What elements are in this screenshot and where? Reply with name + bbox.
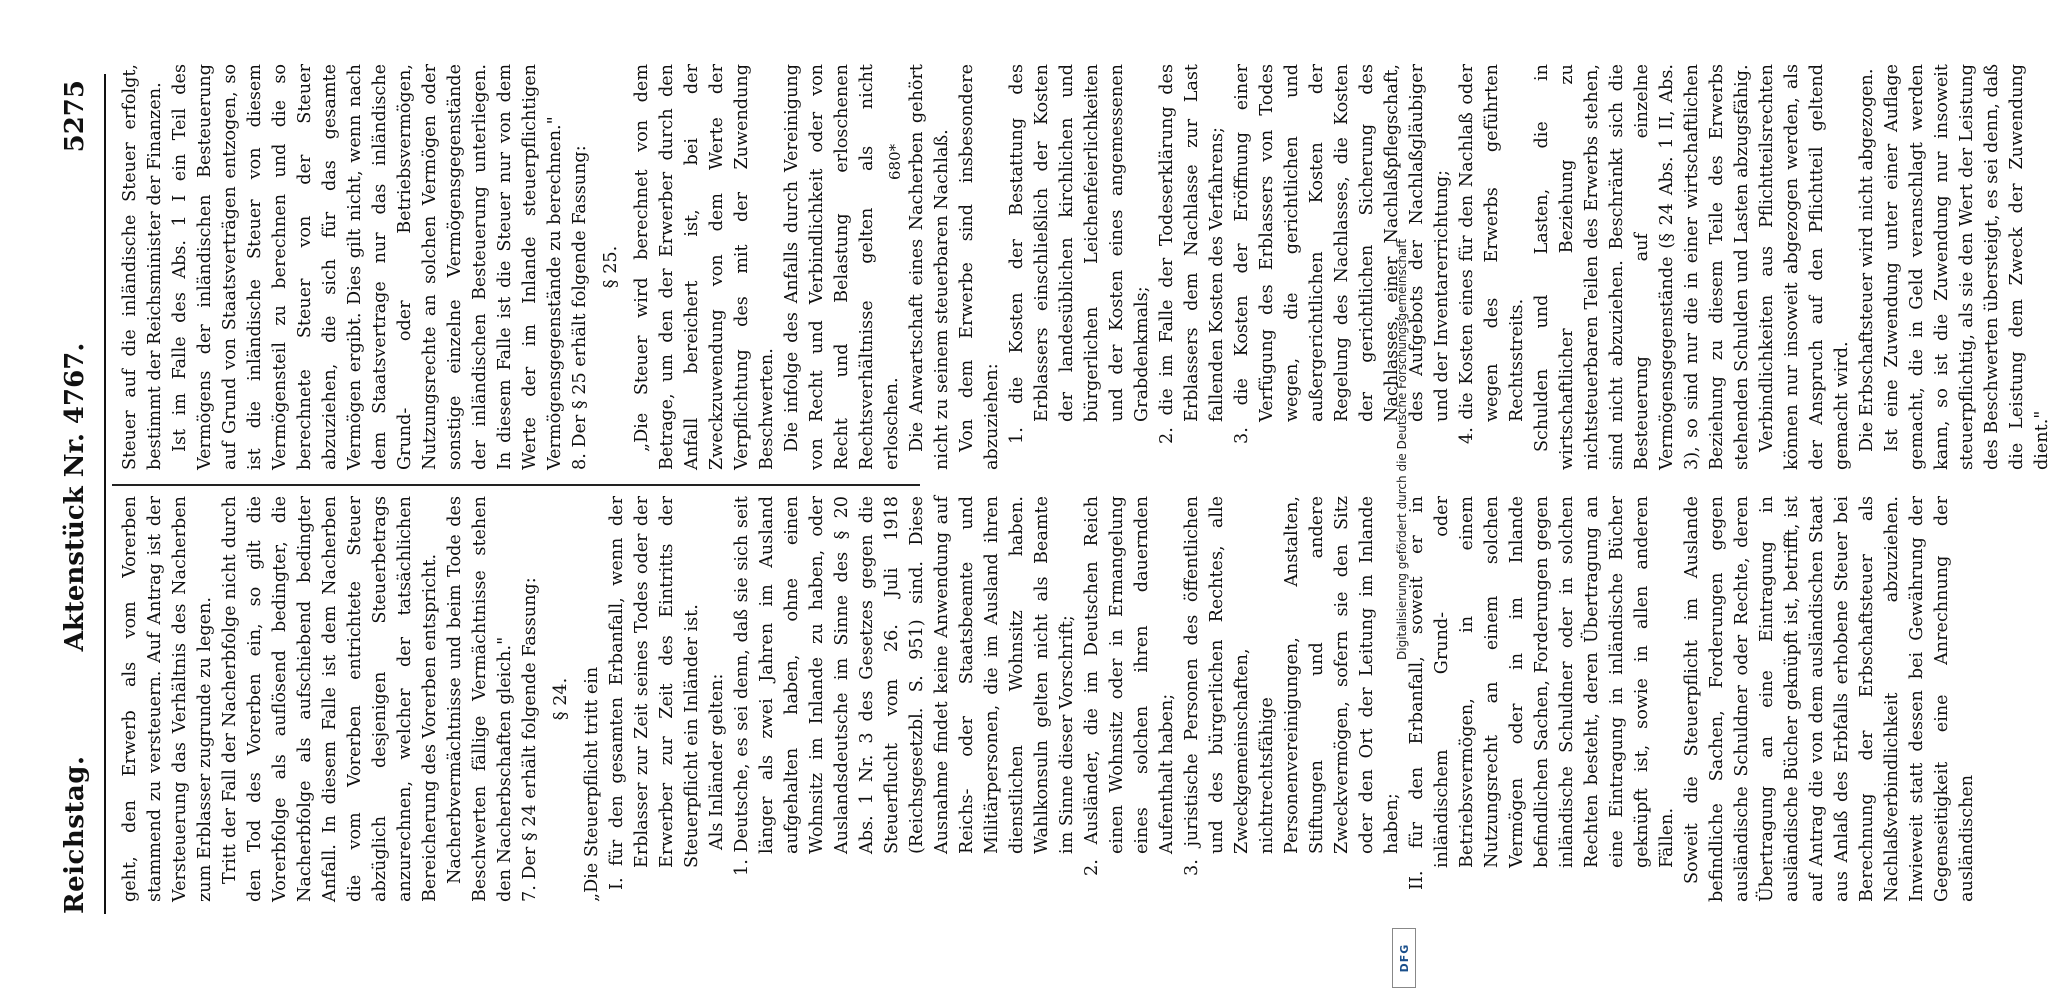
list-item: 2. Ausländer, die im Deutschen Reich einen Wohnsitz oder in Ermangelung eines solchen ihren dauernden Aufenthalt haben; [1082,496,1177,876]
paragraph: „Die Steuerpflicht tritt ein [582,666,602,902]
list-item: 3. die Kosten der Eröffnung einer Verfügung des Erblassers von Todes wegen, die gerichtlichen und außergerichtlichen Kosten der Regelung des Nachlasses, die Kosten der gerichtlichen Sicherung des Nachlasses, einer Nachlaßpflegschaft, des Aufgebots der Nachlaßgläubiger und der Inventarerrichtung; [1232,64,1452,444]
page-header [48,74,108,920]
digitization-note: Digitalisierung gefördert durch die Deutsche Forschungsgemeinschaft [1395,238,1409,660]
paragraph: „Die Steuer wird berechnet von dem Betrage, um den der Erwerber durch den Anfall bereichert ist, bei der Zweckzuwendung von dem Werte der Verpflichtung des mit der Zuwendung Beschwerten. [632,64,777,470]
amendment-heading: 7. Der § 24 erhält folgende Fassung: [520,577,540,902]
paragraph: Als Inländer gelten: [707,673,727,850]
paragraph: Tritt der Fall der Nacherbfolge nicht durch den Tod des Vorerben ein, so gilt die Vorerbfolge als auflösend bedingter, die Nacherbfolge als aufschiebend bedingter Anfall. In diesem Falle ist dem Nacherben die vom Vorerben entrichtete Steuer abzüglich desjenigen Steuerbetrags anzurechnen, welcher der tatsächlichen Bereicherung des Vorerben entspricht. [220,496,440,902]
left-column [118,496,1977,902]
dfg-logo [1392,928,1416,988]
dfg-logo-text: DFG [1397,943,1411,973]
paragraph: Verbindlichkeiten aus Pflichtteilsrechten können nur insoweit abgezogen werden, als der Anspruch auf den Pflichtteil geltend gemacht wird. [1757,64,1852,470]
header-reichstag: Reichstag. [60,755,90,914]
paragraph: geht, den Erwerb als vom Vorerben stammend zu versteuern. Auf Antrag ist der Versteuerung das Verhältnis des Nacherben zum Erblasser zugrunde zu legen. [120,496,215,902]
page-number: 5275 [60,80,90,153]
list-item: 4. die Kosten eines für den Nachlaß oder wegen des Erwerbs geführten Rechtsstreits. [1457,64,1527,444]
list-item: 3. juristische Personen des öffentlichen und des bürgerlichen Rechtes, alle Zweckgemeinschaften, nichtrechtsfähige Personenvereinigungen, Anstalten, Stiftungen und andere Zweckvermögen, sofern sie den Sitz oder den Ort der Leitung im Inlande haben; [1182,496,1402,876]
paragraph: Nacherbvermächtnisse und beim Tode des Beschwerten fällige Vermächtnisse stehen den Nacherbschaften gleich." [445,496,515,902]
paragraph: Die Anwartschaft eines Nacherben gehört nicht zu seinem steuerbaren Nachlaß. [907,64,952,470]
paragraph: Soweit die Steuerpflicht im Auslande befindliche Sachen, Forderungen gegen ausländische Schuldner oder Rechte, deren Übertragung an eine Eintragung in ausländische Bücher geknüpft ist, betrifft, ist auf Antrag die von dem ausländischen Staat aus Anlaß des Erbfalls erhobene Steuer bei Berechnung der Erbschaftsteuer als Nachlaßverbindlichkeit abzuziehen. Inwieweit statt dessen bei Gewährung der Gegenseitigkeit eine Anrechnung der ausländischen [1682,496,1977,902]
section-heading: § 24. [551,677,571,721]
section-heading: § 25. [601,245,621,289]
list-item: II. für den Erbanfall, soweit er in inländischem Grund- oder Betriebsvermögen, in einem Nutzungsrecht an einem solchen Vermögen oder in im Inlande befindlichen Sachen, Forderungen gegen inländische Schuldner oder in solchen Rechten besteht, deren Übertragung an eine Eintragung in inländische Bücher geknüpft ist, sowie in allen anderen Fällen. [1407,496,1677,890]
paragraph: Steuer auf die inländische Steuer erfolgt, bestimmt der Reichsminister der Finanzen. [120,64,165,470]
list-item: 1. Deutsche, es sei denn, daß sie sich seit länger als zwei Jahren im Ausland aufgehalten haben, ohne einen Wohnsitz im Inlande zu haben, oder Auslandsdeutsche im Sinne des § 20 Abs. 1 Nr. 3 des Gesetzes gegen die Steuerflucht vom 26. Juli 1918 (Reichsgesetzbl. S. 951) sind. Diese Ausnahme findet keine Anwendung auf Reichs- oder Staatsbeamte und Militärpersonen, die im Ausland ihren dienstlichen Wohnsitz haben. Wahlkonsuln gelten nicht als Beamte im Sinne dieser Vorschrift; [732,496,1077,876]
paragraph: Ist im Falle des Abs. 1 I ein Teil des Vermögens der inländischen Besteuerung auf Grund von Staatsverträgen entzogen, so ist die inländische Steuer von diesem Vermögensteil zu berechnen und die so berechnete Steuer von der Steuer abzuziehen, die sich für das gesamte Vermögen ergibt. Dies gilt nicht, wenn nach dem Staatsvertrage nur das inländische Grund- oder Betriebsvermögen, Nutzungsrechte an solchen Vermögen oder sonstige einzelne Vermögensgegenstände der inländischen Besteuerung unterliegen. In diesem Falle ist die Steuer nur von dem Werte der im Inlande steuerpflichtigen Vermögensgegenstände zu berechnen." [170,64,565,470]
list-item: 2. die im Falle der Todeserklärung des Erblassers dem Nachlasse zur Last fallenden Kosten des Verfahrens; [1157,64,1227,444]
header-rule [104,74,106,914]
list-item: 1. die Kosten der Bestattung des Erblassers einschließlich der Kosten der landesüblichen kirchlichen und bürgerlichen Leichenfeierlichkeiten und der Kosten eines angemessenen Grabdenkmals; [1007,64,1152,444]
signature-mark: 680* [886,143,904,180]
paragraph: Die infolge des Anfalls durch Vereinigung von Recht und Verbindlichkeit oder von Recht und Belastung erloschenen Rechtsverhältnisse gelten als nicht erloschen. [782,64,902,470]
amendment-heading: 8. Der § 25 erhält folgende Fassung: [570,145,590,470]
paragraph: Ist eine Zuwendung unter einer Auflage gemacht, die in Geld veranschlagt werden kann, so ist die Zuwendung nur insoweit steuerpflichtig, als sie den Wert der Leistung des Beschwerten übersteigt, es sei denn, daß die Leistung dem Zweck der Zuwendung dient." [1882,64,2052,470]
header-aktenstueck: Aktenstück Nr. 4767. [60,342,90,652]
column-divider [112,484,920,486]
list-item: I. für den gesamten Erbanfall, wenn der Erblasser zur Zeit seines Todes oder der Erwerber zur Zeit des Eintritts der Steuerpflicht ein Inländer ist. [607,496,702,890]
paragraph: Schulden und Lasten, die in wirtschaftlicher Beziehung zu nichtsteuerbaren Teilen des Erwerbs stehen, sind nicht abzuziehen. Beschränkt sich die Besteuerung auf einzelne Vermögensgegenstände (§ 24 Abs. 1 II, Abs. 3), so sind nur die in einer wirtschaftlichen Beziehung zu diesem Teile des Erwerbs stehenden Schulden und Lasten abzugsfähig. [1532,64,1752,470]
paragraph: Die Erbschaftsteuer wird nicht abgezogen. [1857,68,1877,452]
paragraph: Von dem Erwerbe sind insbesondere abzuziehen: [957,64,1002,470]
